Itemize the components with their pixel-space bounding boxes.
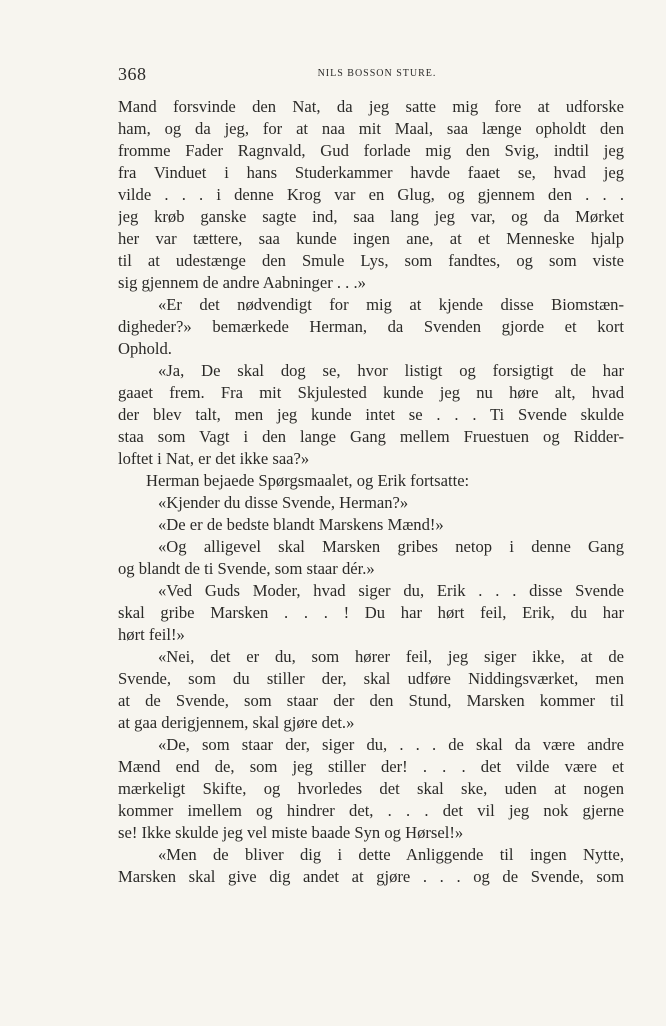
text-line: Ophold. <box>118 339 172 358</box>
text-line: at de Svende, som staar der den Stund, Marsken kommer til <box>118 691 624 710</box>
running-title: NILS BOSSON STURE. <box>317 68 437 79</box>
text-line: hørt feil!» <box>118 625 185 644</box>
text-line: der blev talt, men jeg kunde intet se . . . Ti Svende skulde <box>118 405 624 424</box>
text-line: Mænd end de, som jeg stiller der! . . . det vilde være et <box>118 757 624 776</box>
text-line: ham, og da jeg, for at naa mit Maal, saa længe opholdt den <box>118 119 624 138</box>
text-line: Herman bejaede Spørgsmaalet, og Erik fortsatte: <box>146 471 470 490</box>
text-line: «Ja, De skal dog se, hvor listigt og forsigtigt de har <box>158 361 624 380</box>
text-line: se! Ikke skulde jeg vel miste baade Syn og Hørsel!» <box>118 823 464 842</box>
text-line: skal gribe Marsken . . . ! Du har hørt feil, Erik, du har <box>118 603 624 622</box>
text-line: staa som Vagt i den lange Gang mellem Fruestuen og Ridder- <box>118 427 624 446</box>
text-line: fromme Fader Ragnvald, Gud forlade mig den Svig, indtil jeg <box>118 141 624 160</box>
text-line: at gaa derigjennem, skal gjøre det.» <box>118 713 355 732</box>
body-text <box>118 96 624 888</box>
text-line: Mand forsvinde den Nat, da jeg satte mig fore at udforske <box>118 97 624 116</box>
text-line: «Men de bliver dig i dette Anliggende til ingen Nytte, <box>158 845 624 864</box>
text-line: Svende, som du stiller der, skal udføre Niddingsværket, men <box>118 669 624 688</box>
text-line: og blandt de ti Svende, som staar dér.» <box>118 559 375 578</box>
text-line: «De er de bedste blandt Marskens Mænd!» <box>158 515 444 534</box>
page-number: 368 <box>118 64 147 84</box>
text-line: digheder?» bemærkede Herman, da Svenden gjorde et kort <box>118 317 624 336</box>
text-line: mærkeligt Skifte, og hvorledes det skal ske, uden at nogen <box>118 779 624 798</box>
text-line: «Er det nødvendigt for mig at kjende disse Biomstæn- <box>158 295 624 314</box>
text-line: «De, som staar der, siger du, . . . de skal da være andre <box>158 735 624 754</box>
text-line: «Og alligevel skal Marsken gribes netop i denne Gang <box>158 537 624 556</box>
text-line: «Nei, det er du, som hører feil, jeg siger ikke, at de <box>158 647 624 666</box>
text-line: sig gjennem de andre Aabninger . . .» <box>118 273 366 292</box>
text-line: gaaet frem. Fra mit Skjulested kunde jeg nu høre alt, hvad <box>118 383 624 402</box>
text-line: kommer imellem og hindrer det, . . . det vil jeg nok gjerne <box>118 801 624 820</box>
text-line: til at udestænge den Smule Lys, som fandtes, og som viste <box>118 251 624 270</box>
text-line: her var tættere, saa kunde ingen ane, at et Menneske hjalp <box>118 229 624 248</box>
text-line: jeg krøb ganske sagte ind, saa lang jeg var, og da Mørket <box>118 207 624 226</box>
page-header <box>118 64 626 86</box>
text-line: «Ved Guds Moder, hvad siger du, Erik . . . disse Svende <box>158 581 624 600</box>
text-line: vilde . . . i denne Krog var en Glug, og gjennem den . . . <box>118 185 624 204</box>
text-line: Marsken skal give dig andet at gjøre . . . og de Svende, som <box>118 867 624 886</box>
text-line: loftet i Nat, er det ikke saa?» <box>118 449 310 468</box>
text-line: fra Vinduet i hans Studerkammer havde faaet se, hvad jeg <box>118 163 624 182</box>
text-line: «Kjender du disse Svende, Herman?» <box>158 493 409 512</box>
